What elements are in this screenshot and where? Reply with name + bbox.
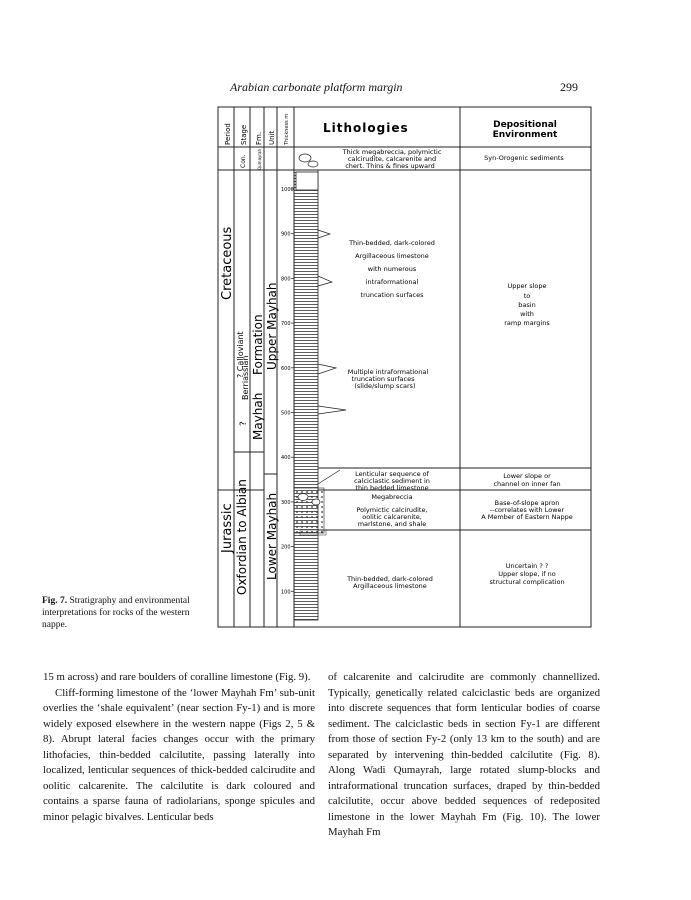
stage-q: ? (239, 421, 249, 426)
svg-text:Megabreccia: Megabreccia (371, 493, 413, 501)
svg-text:A Member of Eastern Nappe: A Member of Eastern Nappe (481, 513, 573, 521)
svg-text:Thin-bedded, dark-colored: Thin-bedded, dark-colored (347, 575, 433, 583)
header-labels (224, 114, 409, 146)
thickness-tick-label: 400 (281, 455, 291, 462)
header-thickness: Thickness m (284, 113, 290, 145)
unit-lower: Lower Mayhah (265, 492, 279, 580)
svg-text:--correlates with Lower: --correlates with Lower (489, 506, 565, 514)
running-title: Arabian carbonate platform margin (230, 80, 403, 94)
svg-text:thin bedded limestone: thin bedded limestone (355, 484, 429, 492)
svg-text:with: with (520, 310, 534, 318)
svg-text:Thick megabreccia, polymictic: Thick megabreccia, polymictic (342, 148, 442, 156)
thickness-scale (294, 154, 346, 620)
header-environment-1: Depositional (493, 120, 557, 130)
stage-row-labels (240, 149, 262, 170)
svg-text:Polymictic calcirudite,: Polymictic calcirudite, (356, 506, 428, 514)
header-lithologies: Lithologies (323, 121, 409, 135)
svg-text:with numerous: with numerous (367, 265, 417, 273)
header-environment-2: Environment (492, 130, 558, 140)
header-stage: Stage (240, 124, 248, 145)
period-cretaceous: Cretaceous (220, 226, 235, 300)
svg-text:Multiple intraformational: Multiple intraformational (347, 368, 429, 376)
body-column-right (328, 670, 600, 841)
svg-text:truncation surfaces: truncation surfaces (360, 291, 424, 299)
left-paragraph-1: 15 m across) and rare boulders of coralline limestone (Fig. 9). (43, 671, 311, 683)
svg-text:Argillaceous limestone: Argillaceous limestone (353, 582, 427, 590)
svg-text:marlstone, and shale: marlstone, and shale (357, 520, 427, 528)
caption-text: Stratigraphy and environmental interpretations for rocks of the western nappe. (42, 596, 190, 630)
left-paragraph-2: Cliff-forming limestone of the ‘lower Mayhah Fm’ sub-unit overlies the ‘shale equivalent’ (near section Fy-1) and is more widely exposed elsewhere in the western nappe (Figs 2, 5 & 8). Abrupt lateral facies changes occur with the primary lithofacies, thin-bedded calcilutite, passing laterally into localized, lenticular sequences of thick-bedded calcirudite and oolitic calcarenite. The calcilutite is dark coloured and contains a sparse fauna of radiolarians, sponge spicules and minor pelagic bivalves. Lenticular beds (43, 686, 315, 823)
svg-text:intraformational: intraformational (365, 278, 419, 286)
body-column-left (43, 670, 315, 825)
thickness-ticks (281, 187, 294, 595)
svg-text:Lenticular sequence of: Lenticular sequence of (355, 470, 429, 478)
thickness-tick-label: 900 (281, 231, 291, 238)
svg-text:ramp margins: ramp margins (504, 319, 550, 327)
thickness-tick-label: 100 (281, 589, 291, 596)
environment-notes (481, 154, 573, 586)
stage-berriassian: Berriassian (241, 355, 250, 400)
thickness-tick-label: 800 (281, 276, 291, 283)
svg-text:Argillaceous limestone: Argillaceous limestone (355, 252, 429, 260)
stage-qumayrah: Qumayrah (257, 148, 262, 170)
fm-mayhah: Mayhah (251, 392, 265, 440)
stage-oxford-albian: Oxfordian to Albian (235, 479, 249, 595)
lithology-notes (342, 148, 442, 590)
thickness-tick-label: 300 (281, 499, 291, 506)
caption-label: Fig. 7. (42, 596, 68, 606)
thickness-tick-label: 200 (281, 544, 291, 551)
svg-text:Upper slope, if no: Upper slope, if no (498, 570, 556, 578)
svg-text:to: to (523, 292, 531, 300)
svg-text:structural complication: structural complication (489, 578, 565, 586)
svg-text:Thin-bedded, dark-colored: Thin-bedded, dark-colored (349, 239, 435, 247)
svg-text:calciclastic sediment in: calciclastic sediment in (354, 477, 430, 485)
period-jurassic: Jurassic (220, 503, 235, 553)
svg-text:Upper slope: Upper slope (507, 282, 547, 290)
header-period: Period (224, 123, 232, 145)
svg-text:oolitic calcarenite,: oolitic calcarenite, (362, 513, 422, 521)
stage-calloviant: ? Calloviant (236, 331, 245, 378)
header-unit: Unit (268, 130, 276, 145)
svg-text:Syn-Orogenic sediments: Syn-Orogenic sediments (484, 154, 564, 162)
page-number: 299 (560, 80, 578, 94)
svg-text:(slide/slump scars): (slide/slump scars) (354, 382, 416, 390)
svg-text:chert. Thins & fines upward: chert. Thins & fines upward (345, 162, 435, 170)
right-paragraph-1: of calcarenite and calcirudite are commonly channellized. Typically, genetically related calciclastic beds are organized into discrete sequences that form lenticular bodies of coarse sediment. The calciclastic beds in section Fy-1 are different from those of section Fy-2 (only 13 km to the south) and are separated by intervening thin-bedded calcilutite (Fig. 8). Along Wadi Qumayrah, large rotated slump-blocks and intraformational truncation surfaces, draped by thin-bedded calcilutite, occur above bedded sequences of redeposited limestone in the lower Mayhah Fm (Fig. 10). The lower Mayhah Fm (328, 671, 600, 838)
svg-text:Lower slope or: Lower slope or (503, 472, 551, 480)
figure-caption (42, 595, 202, 631)
svg-text:calcirudite, calcarenite and: calcirudite, calcarenite and (347, 155, 437, 163)
svg-text:basin: basin (518, 301, 536, 309)
svg-text:Uncertain ? ?: Uncertain ? ? (505, 562, 549, 570)
unit-upper: Upper Mayhah (265, 282, 279, 370)
thickness-tick-label: 1000 (281, 187, 294, 193)
stage-con: Con. (240, 154, 247, 168)
thickness-tick-label: 500 (281, 410, 291, 417)
svg-text:truncation surfaces: truncation surfaces (351, 375, 415, 383)
thickness-tick-label: 600 (281, 365, 291, 372)
thickness-tick-label: 700 (281, 321, 291, 328)
fm-formation: Formation (251, 314, 265, 375)
svg-text:Base-of-slope apron: Base-of-slope apron (494, 499, 560, 507)
header-fm: Fm. (255, 131, 263, 145)
svg-text:channel on inner fan: channel on inner fan (493, 480, 561, 488)
